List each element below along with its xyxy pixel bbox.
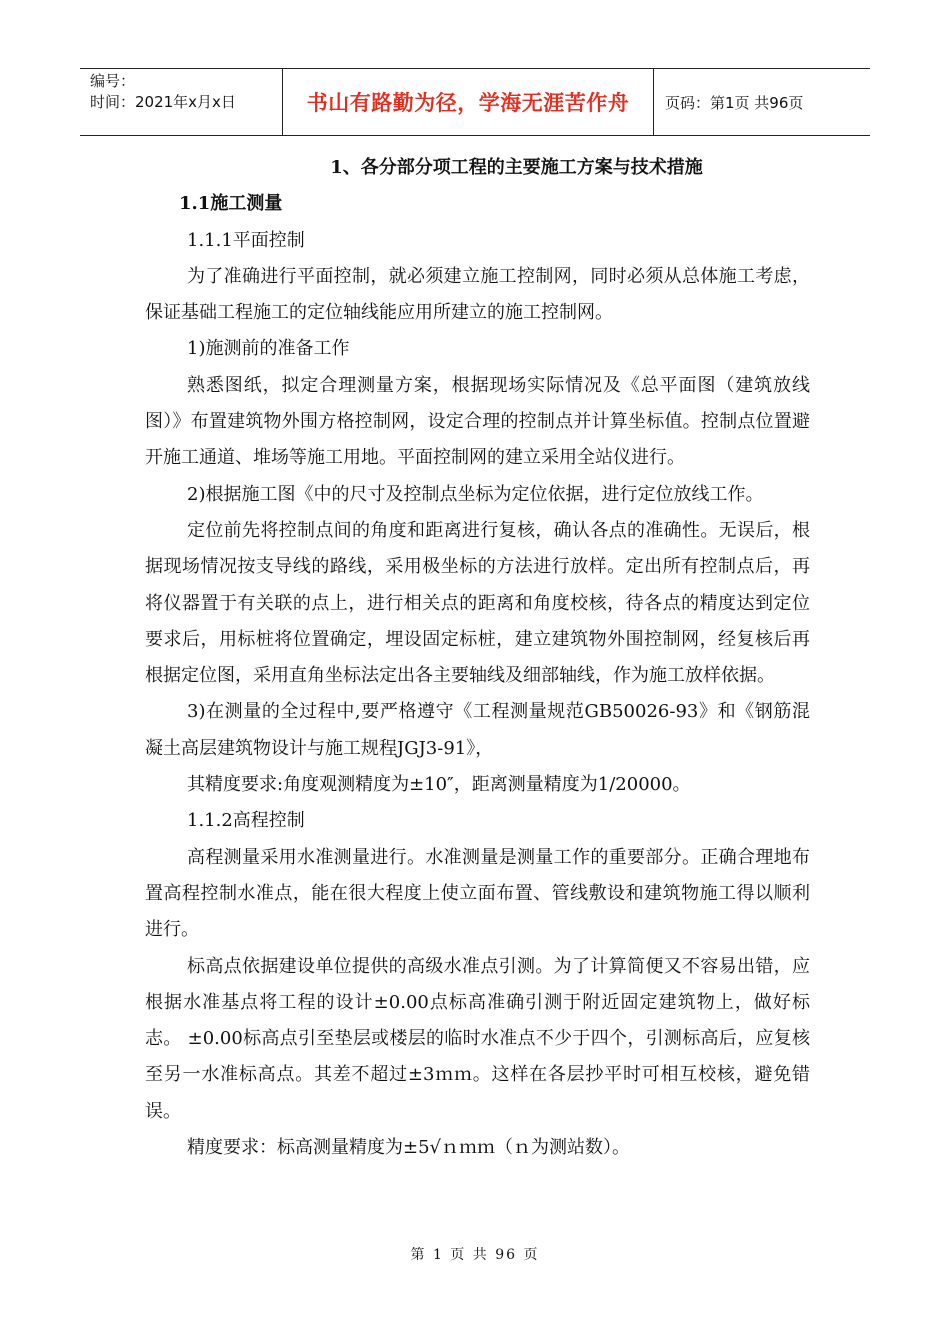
paragraph: 其精度要求:角度观测精度为±10″，距离测量精度为1/20000。 <box>187 774 691 796</box>
header-meta <box>80 69 282 135</box>
paragraph: 定位前先将控制点间的角度和距离进行复核，确认各点的准确性。无误后，根据现场情况按支导线的路线，采用极坐标的方法进行放样。定出所有控制点后，再将仪器置于有关联的点上，进行相关点的距离和角度校核，待各点的精度达到定位要求后，用标桩将位置确定，埋设固定标桩，建立建筑物外围控制网，经复核后再根据定位图，采用直角坐标法定出各主要轴线及细部轴线，作为施工放样依据。 <box>145 519 810 687</box>
paragraph: 为了准确进行平面控制，就必须建立施工控制网，同时必须从总体施工考虑，保证基础工程施工的定位轴线能应用所建立的施工控制网。 <box>145 265 810 324</box>
section-heading-1-1-2: 1.1.2高程控制 <box>187 810 305 832</box>
header-page-info: 页码：第1页 共96页 <box>665 93 804 112</box>
date-label: 时间：2021年x月x日 <box>90 93 236 111</box>
section-heading-1-1: 1.1施工测量 <box>179 193 283 215</box>
document-body <box>145 150 810 1166</box>
paragraph: 熟悉图纸，拟定合理测量方案，根据现场实际情况及《总平面图（建筑放线图）》布置建筑物外围方格控制网，设定合理的控制点并计算坐标值。控制点位置避开施工通道、堆场等施工用地。平面控制网的建立采用全站仪进行。 <box>145 374 810 469</box>
page-footer: 第 1 页 共 96 页 <box>410 1247 540 1263</box>
section-heading-1-1-1: 1.1.1平面控制 <box>187 229 305 251</box>
document-title: 1、各分部分项工程的主要施工方案与技术措施 <box>330 157 703 178</box>
paragraph: 精度要求：标高测量精度为±5√ｎｍｍ（ｎ为测站数）。 <box>187 1137 631 1159</box>
step-heading: 1)施测前的准备工作 <box>187 338 350 360</box>
paragraph: 3)在测量的全过程中,要严格遵守《工程测量规范GB50026-93》和《钢筋混凝土高层建筑物设计与施工规程JGJ3-91》， <box>145 701 810 759</box>
paragraph: 高程测量采用水准测量进行。水准测量是测量工作的重要部分。正确合理地布置高程控制水准点，能在很大程度上使立面布置、管线敷设和建筑物施工得以顺利进行。 <box>145 846 810 941</box>
number-label: 编号： <box>90 72 136 90</box>
header-motto: 书山有路勤为径，学海无涯苦作舟 <box>282 69 654 135</box>
paragraph: 标高点依据建设单位提供的高级水准点引测。为了计算简便又不容易出错，应根据水准基点将工程的设计±0.00点标高准确引测于附近固定建筑物上，做好标志。 ±0.00标高点引至垫层或楼层的临时水准点不少于四个，引测标高后，应复核至另一水准标高点。其差不超过±3ｍｍ。这样在各层抄平时可相互校核，避免错误。 <box>145 955 810 1122</box>
step-heading: 2)根据施工图《中的尺寸及控制点坐标为定位依据，进行定位放线工作。 <box>187 483 764 505</box>
document-header <box>80 68 870 136</box>
